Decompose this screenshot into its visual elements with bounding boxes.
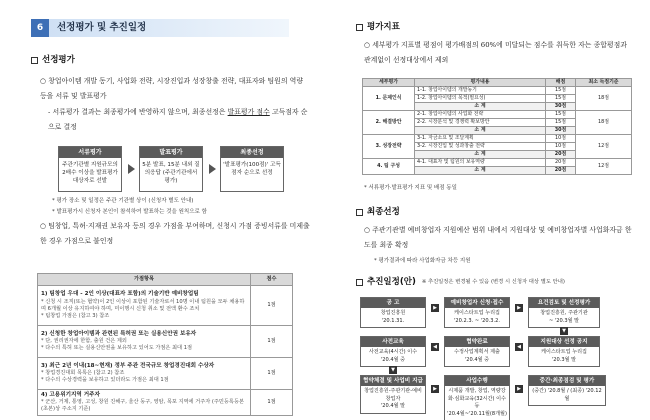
table-row: 2) 신청한 창업아이템과 관련된 특허권 또는 실용신안권 보유자 * 단, 권리권자에 한함, 출원 건은 제외 * 다수의 특허 또는 실용신안권을 보유하고 있어도 가점은 최대 1점 1점 [38,326,293,358]
table-row: 3. 성장전략 3-1. 자금소요 및 조달계획 10점 12점 [363,135,632,143]
table-row: 4. 팀 구성 4-1. 대표자 및 팀원의 보유역량 20점 12점 [363,159,632,167]
section-number: 6 [31,19,49,37]
table-row: 2-2. 시장분석 및 경쟁력 확보방안 15점 [363,119,632,127]
arrow-right-icon [128,164,135,174]
index-note: * 서류평가·발표평가 지표 및 배점 동일 [364,185,457,191]
flow-step-final: 최종선정 '발표평가(100점)' 고득점자 순으로 선정 [220,146,284,192]
flow-step-presentation: 발표평가 5분 발표, 15분 내외 질의응답 (주관기관에서 평가) [139,146,203,192]
table-row: 3-2. 시장진입 및 성과창출 전략 10점 [363,143,632,151]
table-row: 4) 고용위기지역 거주자 * 군산, 거제, 통영, 고성, 창원 진해구, 울산 동구, 영암, 목포 지역에 거주자 (주민등록등본(초본)상 주소지 기준) 1점 [38,390,293,416]
table-row: 1) 팀창업 우대 - 2인 이상(대표자 포함)의 기술기반 예비창업팀 * 신청 시 조직(또는 협약)이 2인 이상이 포함된 기술자로서 10명 이내 팀원을 모두 채용하며 6개월 이상 유지하여야 하며, 미이행시 신청 취소 및 전액 환수 조치 * 팀창업 가점은 (참고 3) 참조 1점 [38,286,293,326]
arrow-down-icon: ▼ [389,366,397,374]
index-para: ○ 세부평가 지표별 평점이 평가배점의 60%에 미달되는 점수를 취득한 자는 종합평점과 관계없이 선정대상에서 제외 [364,41,627,64]
selection-para-3: ○ 팀창업, 특허·지재권 보유자 등의 경우 가점을 부여하며, 신청시 가점 증빙서류를 미제출한 경우 가점으로 불인정 [40,222,310,245]
table-row: 3) 최근 2년 이내(18~현재) 정부 주관 전국규모 창업경진대회 수상자 * 창업경진대회 목록은 (참고 2) 참조 * 다수의 수상경력을 보유하고 있더라도 가점은 최대 1점 1점 [38,358,293,390]
schedule-step-application: 예비창업자 신청·접수 케이스타트업 누리집 '20.2.3. ~ '20.3.2. [444,297,510,328]
square-bullet-icon [356,24,363,31]
schedule-step-evaluation: 요건검토 및 선정평가 창업진흥원, 주관기관 ~ '20.3월 말 [528,297,600,328]
selection-para-2: - 서류평가 결과는 최종평가에 반영하지 않으며, 최종선정은 발표평가 점수 고득점자 순으로 결정 [48,108,308,131]
bonus-criteria-table [37,273,293,416]
arrow-left-icon: ◀ [515,343,523,351]
square-bullet-icon [356,209,363,216]
table-header-row: 세부평가 평가내용 배점 최소 득점기준 [363,79,632,87]
square-bullet-icon [31,57,38,64]
schedule-step-pre-education: 사전교육 사전교육(4시간) 이수 '20.4월 중 [360,336,426,367]
table-header-row: 가점항목 점수 [38,274,293,286]
section-title [31,17,289,39]
section-heading: 선정평가 및 추진일정 [49,19,289,37]
selection-note-1: * 평가 장소 및 일정은 주관 기관별 상이 (신청자 별도 안내) [52,198,194,204]
arrow-left-icon: ◀ [431,343,439,351]
arrow-right-icon: ▶ [515,304,523,312]
schedule-heading-note: ※ 추진일정은 변경될 수 있음 (변경 시 신청자 대상 별도 안내) [421,279,565,286]
selection-heading: 선정평가 [31,55,75,66]
table-subtotal-row: 소 계 20점 [363,151,632,159]
flow-step-document: 서류평가 주관기관별 지원규모의 2배수 이상을 발표평가 대상자로 선발 [58,146,122,192]
square-bullet-icon [356,279,363,286]
evaluation-index-table [362,78,632,175]
schedule-step-contract: 협약체결 및 사업비 지급 창업진흥원-주관기관-예비창업자 '20.4월 말 [360,375,426,414]
schedule-step-agreement: 협약완료 수정사업계획서 제출 '20.4월 중 [444,336,510,367]
final-note: * 평가결과에 따라 사업화자금 차등 지원 [374,258,471,264]
table-subtotal-row: 소 계 20점 [363,167,632,175]
schedule-step-execution: 사업수행 시제품 개발, 창업, 역량강화·심화교육(32시간) 이수 등 '20.4월~'20.11월(8개월) [444,375,510,420]
table-row: 1-2. 창업아이템의 목적(필요성) 15점 [363,95,632,103]
schedule-heading: 추진일정(안) ※ 추진일정은 변경될 수 있음 (변경 시 신청자 대상 별도 안내) [356,277,565,288]
arrow-right-icon: ▶ [431,304,439,312]
index-heading: 평가지표 [356,22,400,33]
table-row: 1. 문제인식 1-1. 창업아이템의 개발동기 15점 18점 [363,87,632,95]
table-subtotal-row: 소 계 30점 [363,127,632,135]
arrow-down-icon: ▼ [560,327,568,335]
schedule-step-selection-notice: 지원대상 선정 공지 케이스타트업 누리집 '20.3월 말 [528,336,600,367]
selection-para-1: ○ 창업아이템 개발 동기, 사업화 전략, 시장진입과 성장창출 전략, 대표자와 팀원의 역량 등을 서류 및 발표평가 [40,77,303,100]
table-subtotal-row: 소 계 30점 [363,103,632,111]
arrow-right-icon: ▶ [431,385,439,393]
arrow-right-icon [209,164,216,174]
schedule-step-announcement: 공 고 창업진흥원 '20.1.31. [360,297,426,328]
table-row: 2. 해결방안 2-1. 창업아이템의 사업화 전략 15점 18점 [363,111,632,119]
final-para: ○ 주관기관별 예비창업자 지원예산 범위 내에서 지원대상 및 예비창업자별 사업화자금 한도를 최종 확정 [364,226,632,249]
arrow-right-icon: ▶ [515,385,523,393]
final-heading: 최종선정 [356,207,400,218]
schedule-step-inspection: 중간·최종점검 및 평가 (중간) '20.8월 / (최종) '20.12월 [528,375,606,406]
selection-note-2: * 발표평가시 신청자 본인이 참석하여 발표하는 것을 원칙으로 함 [52,209,207,215]
